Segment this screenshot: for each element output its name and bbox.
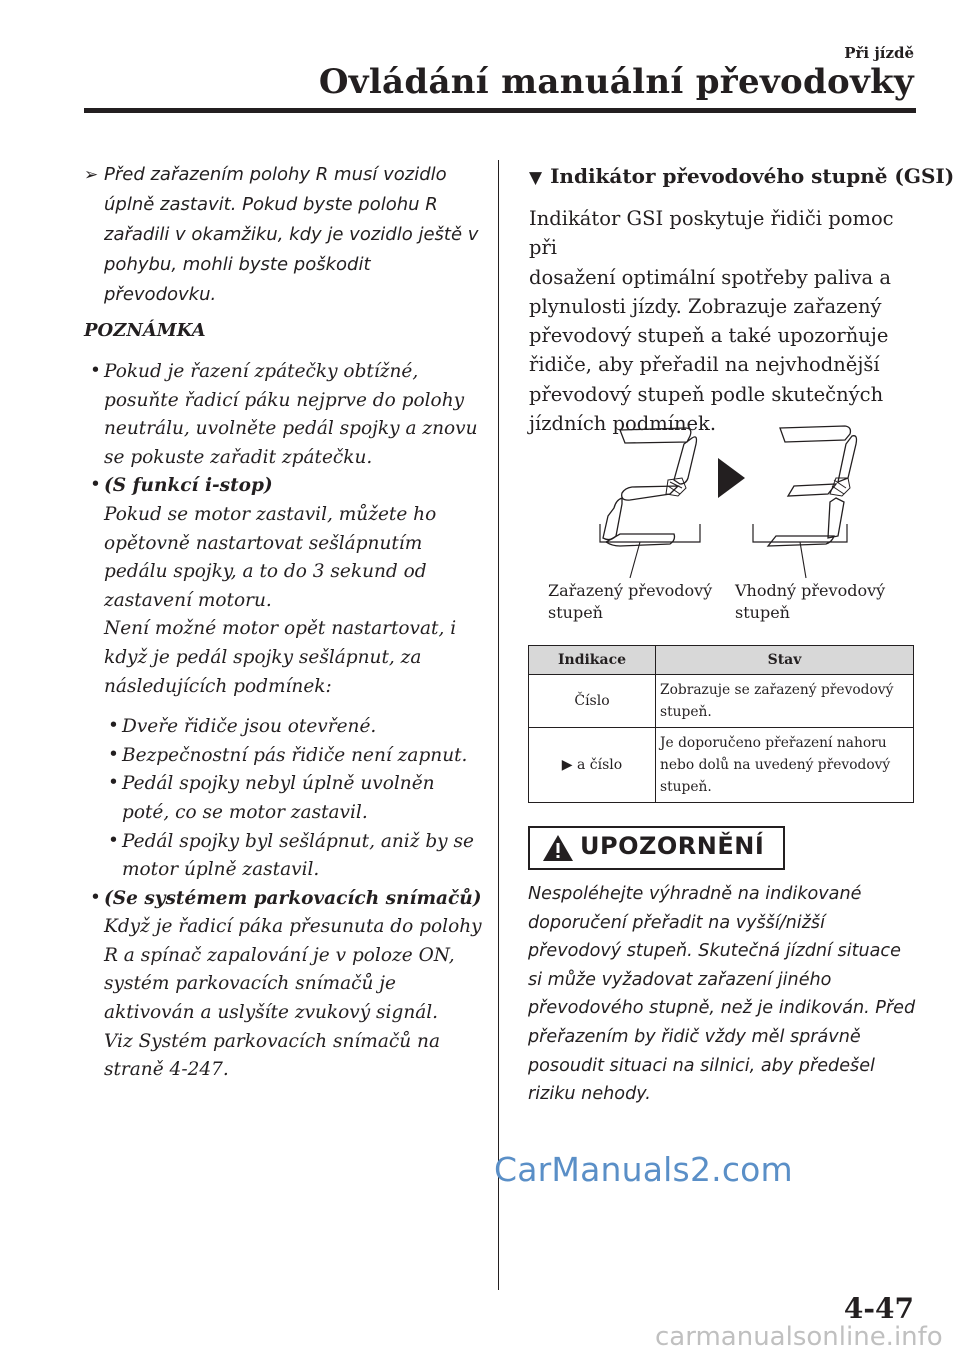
watermark: CarManuals2.com — [494, 1150, 793, 1189]
page-number: 4-47 — [843, 1292, 914, 1325]
table-header: Stav — [656, 646, 914, 675]
table-cell: Zobrazuje se zařazený převodový stupeň. — [656, 675, 914, 728]
note-bullet: • (S funkcí i-stop) Pokud se motor zastavil, můžete ho opětovně nastartovat sešlápnutím pedálu spojky, a to do 3 sekund od zastavení motoru. Není možné motor opět nastartovat, i když je pedál spojky sešlápnut, za následujících podmínek: — [84, 472, 494, 701]
column-divider — [498, 160, 499, 1290]
label-suitable-gear: Vhodný převodový stupeň — [735, 581, 886, 622]
table-cell: Je doporučeno přeřazení nahoru nebo dolů na uvedený převodový stupeň. — [656, 728, 914, 803]
warning-triangle-icon — [542, 834, 574, 862]
gsi-display-illustration — [590, 418, 860, 583]
header-rule — [84, 108, 916, 113]
gsi-table — [528, 645, 914, 803]
table-header-row — [529, 646, 914, 675]
bullet-icon: • — [90, 360, 101, 381]
label-selected-gear: Zařazený převodový stupeň — [548, 581, 713, 622]
table-cell: Číslo — [529, 675, 656, 728]
table-header: Indikace — [529, 646, 656, 675]
section-label: Při jízdě — [844, 44, 914, 62]
gsi-heading: ▼ Indikátor převodového stupně (GSI) — [529, 164, 955, 188]
note-body — [84, 358, 494, 1085]
note-subbullet: • Dveře řidiče jsou otevřené. — [84, 713, 494, 742]
table-cell: ▶ a číslo — [529, 728, 656, 803]
bullet-icon: • — [108, 715, 119, 737]
bullet-icon: • — [108, 829, 119, 851]
note-bullet: • (Se systémem parkovacích snímačů) Když je řadicí páka přesunuta do polohy R a spínač zapalování je v poloze ON, systém parkovacích snímačů je aktivován a uslyšíte zvukový signál. Viz Systém parkovacích snímačů na straně 4-247. — [84, 885, 494, 1085]
triangle-right-icon — [718, 458, 745, 498]
caution-label: UPOZORNĚNÍ — [580, 832, 765, 860]
warning-item — [84, 160, 484, 310]
gsi-description: Indikátor GSI poskytuje řidiči pomoc při dosažení optimální spotřeby paliva a plynulosti jízdy. Zobrazuje zařazený převodový stupeň a také upozorňuje řidiče, aby přeřadil na nejvhodnější převodový stupeň podle skutečných jízdních podmínek. — [529, 207, 894, 436]
note-bullet: • Pokud je řazení zpátečky obtížné, posuňte řadicí páku nejprve do polohy neutrálu, uvolněte pedál spojky a znovu se pokuste zařadit zpátečku. — [84, 358, 494, 472]
note-subbullet: • Bezpečnostní pás řidiče není zapnut. — [84, 742, 494, 771]
warning-line: úplně zastavit. Pokud byste polohu R — [104, 194, 438, 215]
bullet-icon: • — [90, 474, 101, 496]
caution-text: Nespoléhejte výhradně na indikované doporučení přeřadit na vyšší/nižší převodový stupeň. Skutečná jízdní situace si může vyžadovat zařazení jiného převodového stupně, než je indikován. Před přeřazením by řidič vždy měl správně posoudit situaci na silnici, aby předešel riziku nehody. — [528, 884, 916, 1105]
arrow-right-icon: ➢ — [84, 165, 99, 185]
warning-line: převodovku. — [104, 284, 217, 305]
bullet-icon: • — [108, 743, 119, 765]
table-row — [529, 675, 914, 728]
triangle-right-icon: ▶ — [561, 757, 573, 773]
note-subbullet: • Pedál spojky nebyl úplně uvolněn poté, co se motor zastavil. — [84, 770, 494, 827]
note-subbullet: • Pedál spojky byl sešlápnut, aniž by se motor úplně zastavil. — [84, 828, 494, 885]
triangle-down-icon: ▼ — [529, 168, 543, 188]
bullet-icon: • — [108, 772, 119, 794]
bullet-icon: • — [90, 886, 101, 908]
warning-line: Před zařazením polohy R musí vozidlo — [104, 164, 447, 185]
note-heading: POZNÁMKA — [84, 320, 206, 341]
warning-line: pohybu, mohli byste poškodit — [104, 254, 371, 275]
footer-watermark: carmanualsonline.info — [655, 1322, 943, 1352]
caution-box — [528, 826, 785, 870]
segment — [620, 428, 691, 443]
table-row — [529, 728, 914, 803]
warning-line: zařadili v okamžiku, kdy je vozidlo ještě v — [104, 224, 479, 245]
page-title: Ovládání manuální převodovky — [318, 62, 914, 102]
